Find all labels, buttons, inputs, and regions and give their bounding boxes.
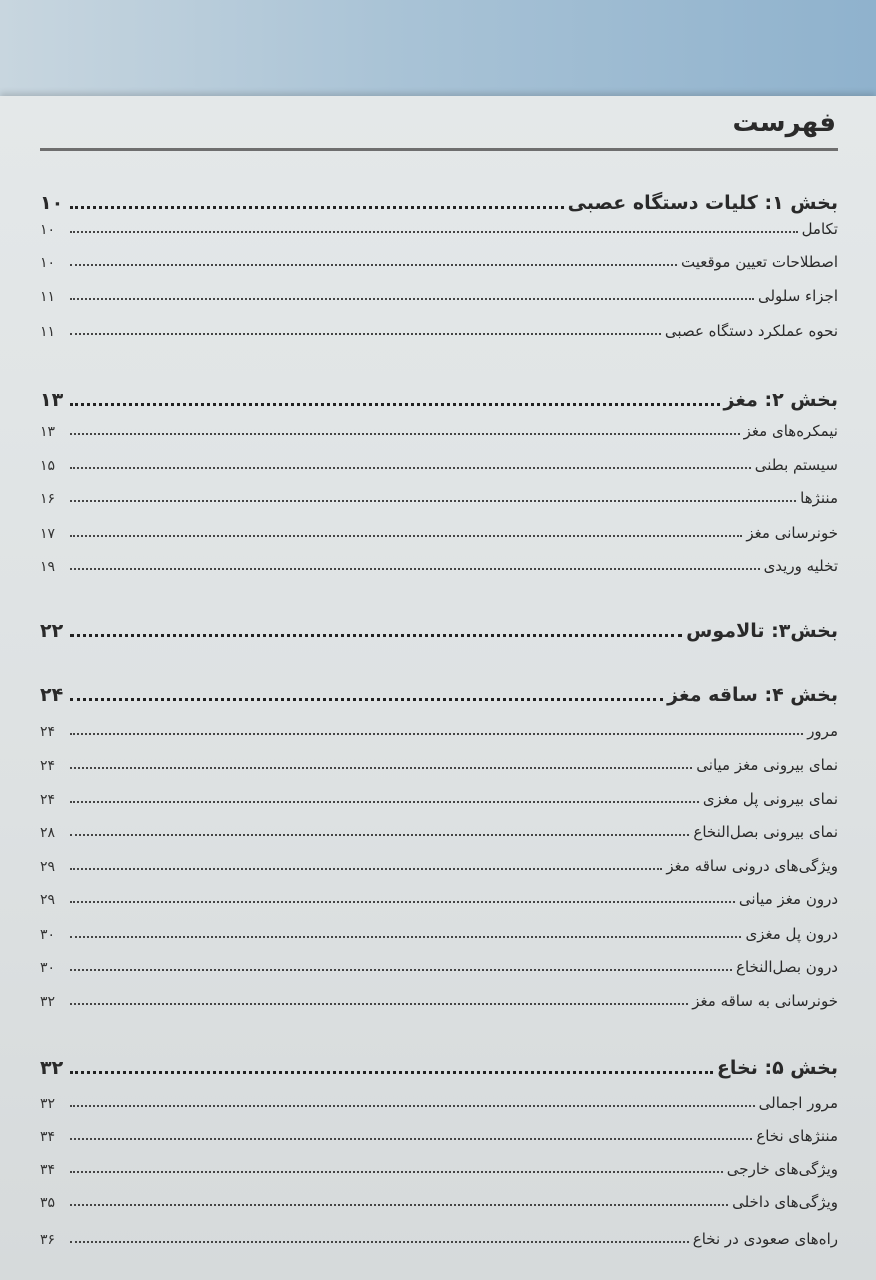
toc-entry xyxy=(40,1152,838,1178)
toc-entry-page-number: ۲۴ xyxy=(40,792,56,808)
dot-leader xyxy=(70,231,798,233)
toc-entry-page-number: ۱۳ xyxy=(40,424,56,440)
toc-entry-label: نیمکره‌های مغز xyxy=(743,422,838,440)
dot-leader xyxy=(70,834,689,836)
toc-entry-page-number: ۱۹ xyxy=(40,559,56,575)
toc-entry xyxy=(40,549,838,575)
toc-entry xyxy=(40,245,838,271)
toc-entry xyxy=(40,314,838,340)
toc-entry-label: مننژها xyxy=(800,489,838,507)
toc-entry-page-number: ۱۰ xyxy=(40,222,56,238)
toc-entry-page-number: ۱۷ xyxy=(40,526,56,542)
section-heading xyxy=(40,676,838,706)
dot-leader xyxy=(70,868,662,870)
toc-entry xyxy=(40,414,838,440)
section-heading-label: بخش ۲: مغز xyxy=(723,389,838,411)
toc-entry xyxy=(40,1119,838,1145)
toc-entry-page-number: ۱۶ xyxy=(40,491,56,507)
toc-entry xyxy=(40,917,838,943)
toc-entry-label: نمای بیرونی بصل‌النخاع xyxy=(693,823,838,841)
page-title: فهرست xyxy=(732,108,836,138)
toc-entry xyxy=(40,782,838,808)
toc-entry xyxy=(40,279,838,305)
dot-leader xyxy=(70,568,760,570)
dot-leader xyxy=(70,1241,689,1243)
dot-leader xyxy=(70,433,740,435)
toc-entry-page-number: ۳۴ xyxy=(40,1162,56,1178)
toc-entry-label: ویژگی‌های درونی ساقه مغز xyxy=(666,857,838,875)
section-heading-page-number: ۳۲ xyxy=(40,1057,64,1079)
toc-entry xyxy=(40,1086,838,1112)
toc-entry-label: نمای بیرونی مغز میانی xyxy=(696,756,838,774)
toc-entry-label: مرور اجمالی xyxy=(758,1094,838,1112)
section-heading-label: بخش ۴: ساقه مغز xyxy=(667,684,838,706)
dot-leader xyxy=(70,1204,728,1206)
toc-entry-label: درون مغز میانی xyxy=(738,890,838,908)
dot-leader xyxy=(70,1138,752,1140)
toc-entry-page-number: ۳۴ xyxy=(40,1129,56,1145)
toc-entry-page-number: ۲۹ xyxy=(40,859,56,875)
toc-entry-label: خونرسانی مغز xyxy=(746,524,838,542)
section-heading-page-number: ۲۴ xyxy=(40,684,64,706)
dot-leader xyxy=(70,801,699,803)
toc-entry-page-number: ۲۴ xyxy=(40,724,56,740)
toc-entry xyxy=(40,212,838,238)
toc-entry xyxy=(40,815,838,841)
toc-entry-label: ویژگی‌های داخلی xyxy=(732,1193,838,1211)
toc-entry-label: راه‌های صعودی در نخاع xyxy=(692,1230,838,1248)
toc-entry xyxy=(40,448,838,474)
toc-entry xyxy=(40,882,838,908)
toc-entry-label: درون پل مغزی xyxy=(745,925,838,943)
toc-entry xyxy=(40,950,838,976)
dot-leader xyxy=(70,1071,713,1074)
toc-entry xyxy=(40,849,838,875)
toc-entry-page-number: ۳۰ xyxy=(40,960,56,976)
toc-entry-label: تکامل xyxy=(801,220,838,238)
dot-leader xyxy=(70,733,803,735)
dot-leader xyxy=(70,1105,755,1107)
dot-leader xyxy=(70,901,735,903)
toc-entry xyxy=(40,1185,838,1211)
toc-entry-label: درون بصل‌النخاع xyxy=(736,958,838,976)
toc-entry-page-number: ۲۴ xyxy=(40,758,56,774)
toc-entry-label: مرور xyxy=(807,722,838,740)
toc-entry-label: تخلیه وریدی xyxy=(763,557,838,575)
toc-entry-label: مننژهای نخاع xyxy=(756,1127,838,1145)
dot-leader xyxy=(70,1003,688,1005)
toc-entry xyxy=(40,714,838,740)
dot-leader xyxy=(70,634,682,637)
toc-entry-page-number: ۱۰ xyxy=(40,255,56,271)
section-heading xyxy=(40,184,838,214)
dot-leader xyxy=(70,535,742,537)
toc-entry-page-number: ۱۵ xyxy=(40,458,56,474)
section-heading xyxy=(40,1049,838,1079)
toc-entry-page-number: ۱۱ xyxy=(40,324,56,340)
dot-leader xyxy=(70,206,564,209)
toc-entry xyxy=(40,1222,838,1248)
dot-leader xyxy=(70,333,661,335)
dot-leader xyxy=(70,936,741,938)
section-heading xyxy=(40,612,838,642)
section-heading-page-number: ۱۰ xyxy=(40,192,64,214)
toc-entry-label: اصطلاحات تعیین موقعیت xyxy=(681,253,838,271)
toc-entry-page-number: ۳۲ xyxy=(40,1096,56,1112)
toc-entry-label: نحوه عملکرد دستگاه عصبی xyxy=(664,322,838,340)
section-heading-label: بخش۳: تالاموس xyxy=(686,620,838,642)
toc-entry-page-number: ۳۰ xyxy=(40,927,56,943)
section-heading xyxy=(40,381,838,411)
dot-leader xyxy=(70,698,663,701)
dot-leader xyxy=(70,403,720,406)
toc-entry-page-number: ۲۹ xyxy=(40,892,56,908)
title-rule xyxy=(40,148,838,151)
dot-leader xyxy=(70,298,754,300)
toc-entry xyxy=(40,984,838,1010)
toc-entry-label: ویژگی‌های خارجی xyxy=(726,1160,838,1178)
toc-entry-page-number: ۳۶ xyxy=(40,1232,56,1248)
toc-entry-page-number: ۳۵ xyxy=(40,1195,56,1211)
toc-entry xyxy=(40,748,838,774)
dot-leader xyxy=(70,969,732,971)
book-cover-edge xyxy=(0,0,876,100)
section-heading-page-number: ۱۳ xyxy=(40,389,64,411)
dot-leader xyxy=(70,467,751,469)
section-heading-page-number: ۲۲ xyxy=(40,620,64,642)
toc-entry xyxy=(40,516,838,542)
dot-leader xyxy=(70,767,692,769)
section-heading-label: بخش ۱: کلیات دستگاه عصبی xyxy=(567,192,838,214)
dot-leader xyxy=(70,500,796,502)
dot-leader xyxy=(70,1171,723,1173)
toc-entry-page-number: ۲۸ xyxy=(40,825,56,841)
section-heading-label: بخش ۵: نخاع xyxy=(716,1057,838,1079)
toc-entry-label: نمای بیرونی پل مغزی xyxy=(702,790,838,808)
toc-entry-label: اجزاء سلولی xyxy=(757,287,838,305)
toc-entry-page-number: ۱۱ xyxy=(40,289,56,305)
toc-entry xyxy=(40,481,838,507)
dot-leader xyxy=(70,264,677,266)
toc-entry-page-number: ۳۲ xyxy=(40,994,56,1010)
toc-entry-label: سیستم بطنی xyxy=(754,456,838,474)
toc-entry-label: خونرسانی به ساقه مغز xyxy=(692,992,838,1010)
